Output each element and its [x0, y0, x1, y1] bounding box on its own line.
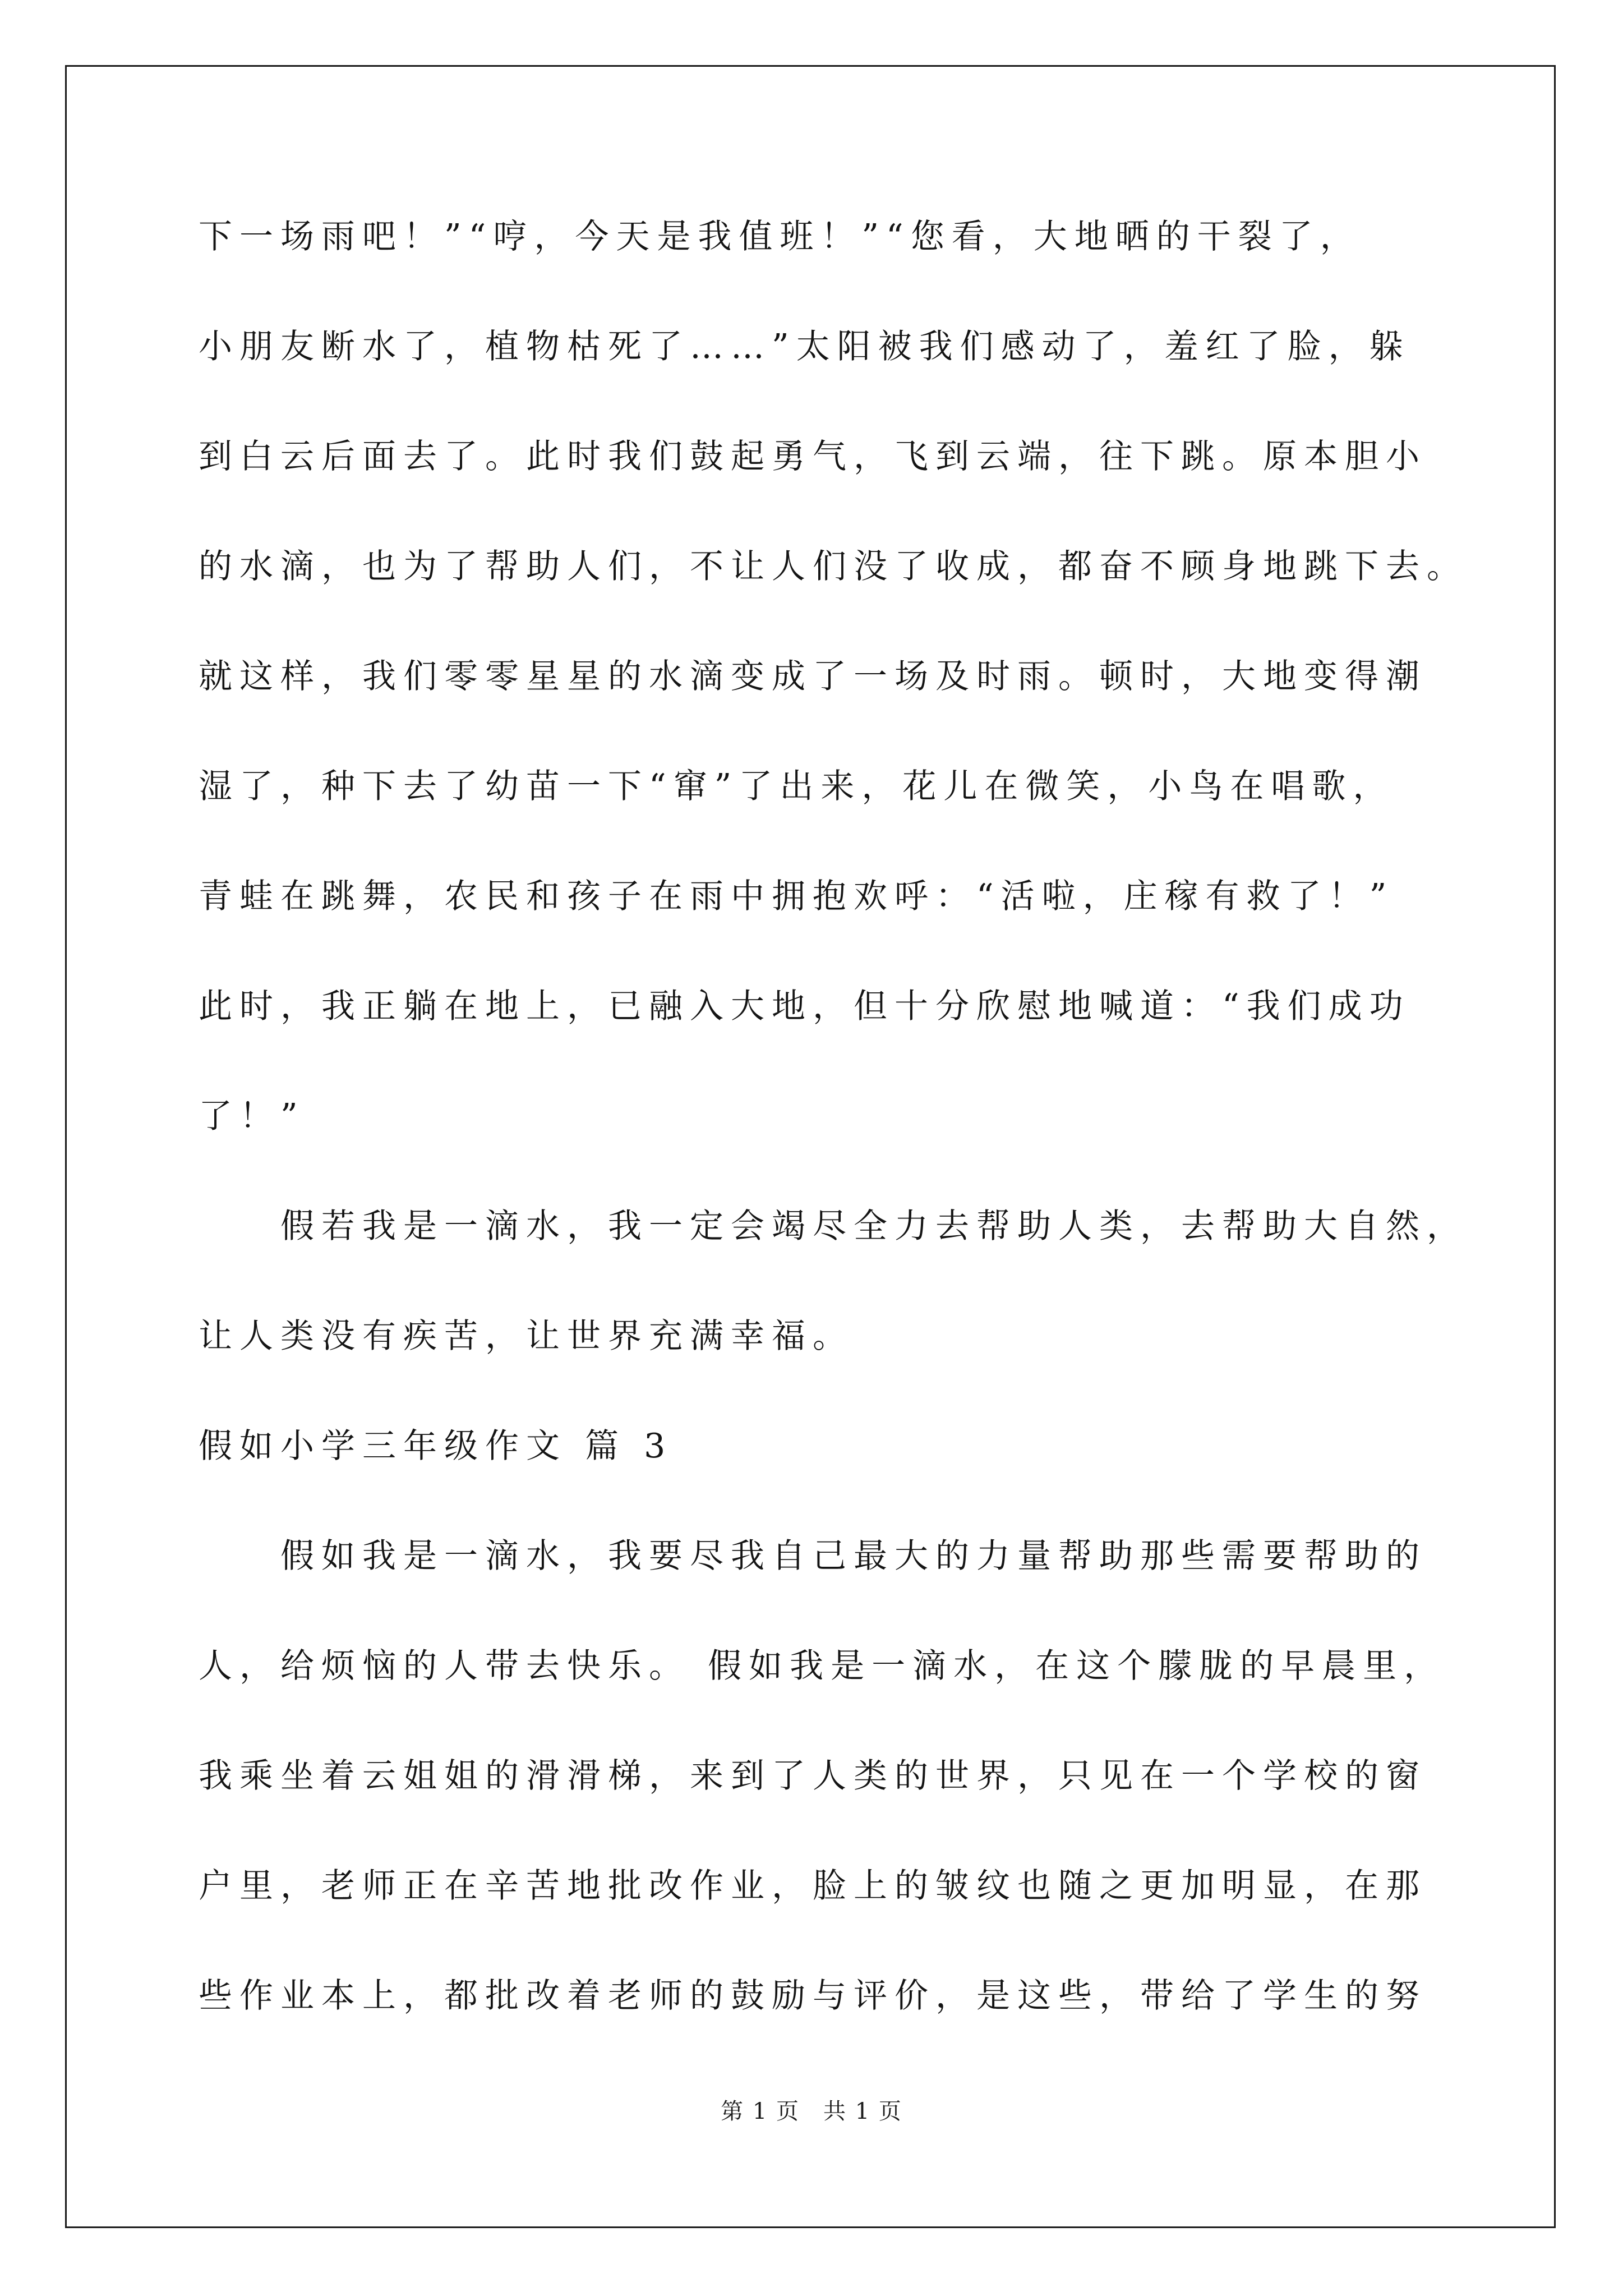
body-line: 我乘坐着云姐姐的滑滑梯，来到了人类的世界，只见在一个学校的窗: [199, 1756, 1427, 1796]
body-line: 此时，我正躺在地上，已融入大地，但十分欣慰地喊道：“我们成功: [199, 987, 1410, 1026]
body-line: 就这样，我们零零星星的水滴变成了一场及时雨。顿时，大地变得潮: [199, 657, 1427, 696]
body-line: 些作业本上，都批改着老师的鼓励与评价，是这些，带给了学生的努: [199, 1976, 1427, 2016]
body-line: 人，给烦恼的人带去快乐。 假如我是一滴水，在这个朦胧的早晨里，: [199, 1646, 1445, 1686]
body-line: 下一场雨吧！”“哼，今天是我值班！”“您看，大地晒的干裂了，: [199, 217, 1361, 256]
page-footer: 第 1 页 共 1 页: [721, 2099, 902, 2124]
body-line: 小朋友断水了，植物枯死了……”太阳被我们感动了，羞红了脸，躲: [199, 327, 1410, 366]
paragraph-start-line: 假若我是一滴水，我一定会竭尽全力去帮助人类，去帮助大自然，: [280, 1207, 1468, 1246]
body-line: 让人类没有疾苦，让世界充满幸福。: [199, 1317, 854, 1356]
body-line: 了！”: [199, 1097, 305, 1136]
body-line: 湿了，种下去了幼苗一下“窜”了出来，花儿在微笑，小鸟在唱歌，: [199, 767, 1394, 806]
paragraph-start-line: 假如我是一滴水，我要尽我自己最大的力量帮助那些需要帮助的: [280, 1536, 1427, 1576]
body-line: 青蛙在跳舞，农民和孩子在雨中拥抱欢呼：“活啦，庄稼有救了！”: [199, 877, 1394, 916]
body-line: 到白云后面去了。此时我们鼓起勇气，飞到云端，往下跳。原本胆小: [199, 437, 1427, 476]
document-body: [199, 214, 1468, 2083]
body-line: 的水滴，也为了帮助人们，不让人们没了收成，都奋不顾身地跳下去。: [199, 547, 1468, 586]
section-heading: 假如小学三年级作文 篇 3: [199, 1427, 673, 1466]
body-line: 户里，老师正在辛苦地批改作业，脸上的皱纹也随之更加明显，在那: [199, 1866, 1427, 1906]
